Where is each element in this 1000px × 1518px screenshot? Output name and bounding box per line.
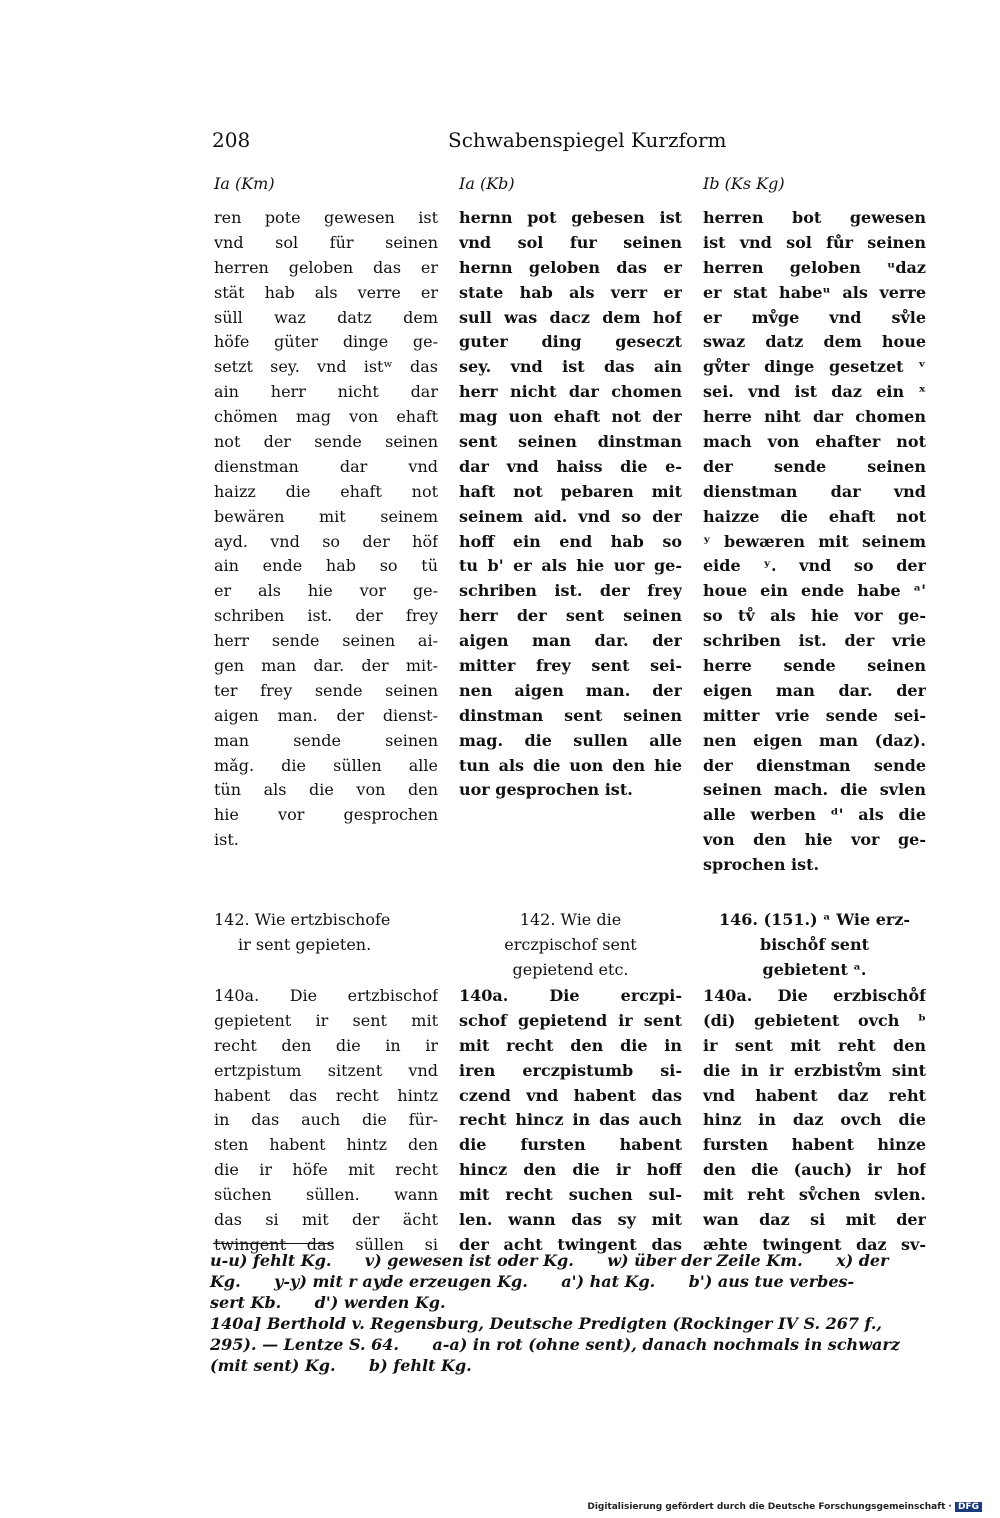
text-line: chömen mag von ehaft	[214, 407, 438, 427]
column-siglum: Ia (Km)	[214, 174, 275, 193]
text-line: schriben ist. der vrie	[703, 631, 926, 651]
text-line: herren geloben das er	[214, 257, 438, 277]
chapter-heading-line: ir sent gepieten.	[238, 934, 372, 954]
text-line: vnd sol fur seinen	[459, 232, 682, 252]
text-line: die ir höfe mit recht	[214, 1160, 438, 1180]
text-line: schriben ist. der frey	[214, 606, 438, 626]
text-line: hernn geloben das er	[459, 257, 682, 277]
running-head: Schwabenspiegel Kurzform	[448, 128, 727, 152]
text-line: mitter vrie sende sei-	[703, 705, 926, 725]
text-line: herre niht dar chomen	[703, 407, 926, 427]
text-line: er mv̊ge vnd sv̊le	[703, 307, 926, 327]
text-line: ʸ bewæren mit seinem	[703, 531, 926, 551]
text-line: uor gesprochen ist.	[459, 780, 633, 800]
text-line: dienstman dar vnd	[214, 456, 438, 476]
text-line: 140a. Die erzbischo̊f	[703, 986, 926, 1005]
text-line: nen aigen man. der	[459, 680, 682, 700]
text-line: ist.	[214, 830, 239, 850]
text-block-lower	[214, 984, 438, 1258]
text-line: mit reht sv̊chen svlen.	[703, 1185, 926, 1205]
chapter-heading-line: 146. (151.) ᵃ Wie erz-	[718, 910, 911, 929]
text-line: sprochen ist.	[703, 855, 820, 875]
text-line: man sende seinen	[214, 730, 438, 750]
text-line: houe ein ende habe ᵃ'	[703, 581, 926, 601]
text-line: ren pote gewesen ist	[214, 208, 438, 227]
text-line: mǎg. die süllen alle	[214, 755, 438, 775]
text-line: so tv̊ als hie vor ge-	[703, 606, 926, 626]
text-line: setzt sey. vnd istʷ das	[214, 357, 438, 377]
text-line: höfe güter dinge ge-	[214, 332, 438, 352]
chapter-heading	[214, 908, 438, 976]
text-line: not der sende seinen	[214, 432, 438, 452]
funding-credit	[587, 1502, 982, 1512]
chapter-heading-line: bischo̊f sent	[760, 934, 869, 954]
text-line: twingent das süllen si	[214, 1234, 438, 1254]
text-line: ertzpistum sitzent vnd	[214, 1060, 438, 1080]
page-number: 208	[212, 128, 251, 152]
text-line: seinem aid. vnd so der	[459, 506, 682, 526]
chapter-heading-line: gebietent ᵃ.	[762, 959, 867, 979]
footnote-line: 140a] Berthold v. Regensburg, Deutsche Predigten (Rockinger IV S. 267 f.,	[210, 1314, 882, 1333]
text-line: schriben ist. der frey	[459, 581, 682, 601]
text-line: tu b' er als hie uor ge-	[459, 556, 682, 576]
column-km	[214, 172, 438, 1258]
column-kb	[459, 172, 682, 1258]
text-line: aigen man. der dienst-	[214, 705, 438, 725]
text-block-upper	[214, 206, 438, 908]
text-line: hinz in daz ovch die	[703, 1110, 926, 1130]
chapter-heading-line: erczpischof sent	[504, 934, 637, 954]
text-line: mach von ehafter not	[703, 432, 926, 452]
text-line: dienstman dar vnd	[703, 481, 926, 501]
text-line: die fursten habent	[459, 1135, 682, 1155]
text-line: er als hie vor ge-	[214, 581, 438, 601]
text-line: schof gepietend ir sent	[459, 1010, 682, 1030]
text-line: sten habent hintz den	[214, 1135, 438, 1155]
text-line: hernn pot gebesen ist	[459, 208, 682, 227]
text-line: herr sende seinen ai-	[214, 631, 438, 651]
text-line: tün als die von den	[214, 780, 438, 800]
text-line: recht den die in ir	[214, 1035, 438, 1055]
text-line: ain ende hab so tü	[214, 556, 438, 576]
text-line: eigen man dar. der	[703, 680, 926, 700]
text-line: vnd habent daz reht	[703, 1085, 926, 1105]
text-line: mag uon ehaft not der	[459, 407, 682, 427]
text-line: habent das recht hintz	[214, 1085, 438, 1105]
text-line: guter ding geseczt	[459, 332, 682, 352]
text-line: mag. die sullen alle	[459, 730, 682, 750]
text-line: von den hie vor ge-	[703, 830, 926, 850]
text-line: wan daz si mit der	[703, 1210, 926, 1230]
text-line: aigen man dar. der	[459, 631, 682, 651]
column-ks-kg	[703, 172, 926, 1258]
text-line: mitter frey sent sei-	[459, 656, 682, 676]
text-line: süchen süllen. wann	[214, 1185, 438, 1205]
text-line: tun als die uon den hie	[459, 755, 682, 775]
text-line: die in ir erzbistv̊m sint	[703, 1060, 926, 1080]
text-block-upper	[459, 206, 682, 908]
text-line: sey. vnd ist das ain	[459, 357, 682, 377]
text-line: den die (auch) ir hof	[703, 1160, 926, 1180]
text-line: ter frey sende seinen	[214, 680, 438, 700]
chapter-heading-line: 142. Wie ertzbischofe	[214, 910, 391, 929]
text-line: czend vnd habent das	[459, 1085, 682, 1105]
text-line: herr der sent seinen	[459, 606, 682, 626]
text-line: das si mit der ächt	[214, 1210, 438, 1230]
text-line: hincz den die ir hoff	[459, 1160, 682, 1180]
text-line: der acht twingent das	[459, 1234, 682, 1254]
text-line: seinen mach. die svlen	[703, 780, 926, 800]
text-line: herren geloben ᵘdaz	[703, 257, 926, 277]
column-siglum: Ia (Kb)	[459, 174, 515, 193]
footnote-line: Kg. y-y) mit r ayde erzeugen Kg. a') hat Kg. b') aus tue verbes-	[210, 1272, 855, 1291]
text-line: alle werben ᵈ' als die	[703, 805, 926, 825]
text-line: herren bot gewesen	[703, 208, 926, 227]
text-line: mit recht den die in	[459, 1035, 682, 1055]
text-line: sull was dacz dem hof	[459, 307, 682, 327]
text-block-lower	[703, 984, 926, 1258]
text-line: der sende seinen	[703, 456, 926, 476]
text-line: bewären mit seinem	[214, 506, 438, 526]
text-line: (di) gebietent ovch ᵇ	[703, 1010, 926, 1030]
text-line: gv̊ter dinge gesetzet ᵛ	[703, 357, 926, 377]
footnote-line: 295). — Lentze S. 64. a-a) in rot (ohne sent), danach nochmals in schwarz	[210, 1335, 900, 1354]
chapter-heading	[459, 908, 682, 984]
footnote-line: sert Kb. d') werden Kg.	[210, 1293, 446, 1312]
chapter-heading	[703, 908, 926, 984]
text-line: eide ʸ. vnd so der	[703, 556, 926, 576]
text-line: ayd. vnd so der höf	[214, 531, 438, 551]
text-line: dar vnd haiss die e-	[459, 456, 682, 476]
text-line: haizz die ehaft not	[214, 481, 438, 501]
text-line: ist vnd sol fůr seinen	[703, 232, 926, 252]
text-line: recht hincz in das auch	[459, 1110, 682, 1130]
text-line: sent seinen dinstman	[459, 432, 682, 452]
text-line: 140a. Die erczpi-	[459, 986, 682, 1005]
text-line: ir sent mit reht den	[703, 1035, 926, 1055]
text-line: iren erczpistumb si-	[459, 1060, 682, 1080]
text-line: er stat habeᵘ als verre	[703, 282, 926, 302]
text-line: len. wann das sy mit	[459, 1210, 682, 1230]
footnote-line: u-u) fehlt Kg. v) gewesen ist oder Kg. w) über der Zeile Km. x) der	[210, 1251, 889, 1270]
text-line: hoff ein end hab so	[459, 531, 682, 551]
text-line: herr nicht dar chomen	[459, 382, 682, 402]
chapter-heading-line: gepietend etc.	[512, 959, 629, 979]
dfg-logo-icon: DFG	[955, 1502, 982, 1512]
credit-text: Digitalisierung gefördert durch die Deutsche Forschungsgemeinschaft ·	[587, 1502, 952, 1512]
text-line: 140a. Die ertzbischof	[214, 986, 438, 1005]
column-siglum: Ib (Ks Kg)	[703, 174, 785, 193]
footnote-line: (mit sent) Kg. b) fehlt Kg.	[210, 1356, 472, 1375]
text-line: fursten habent hinze	[703, 1135, 926, 1155]
text-block-lower	[459, 984, 682, 1258]
text-line: mit recht suchen sul-	[459, 1185, 682, 1205]
chapter-heading-line: 142. Wie die	[519, 910, 622, 929]
text-line: haft not pebaren mit	[459, 481, 682, 501]
text-line: vnd sol für seinen	[214, 232, 438, 252]
footnote-rule	[213, 1243, 333, 1244]
text-line: gen man dar. der mit-	[214, 656, 438, 676]
text-line: ain herr nicht dar	[214, 382, 438, 402]
text-line: haizze die ehaft not	[703, 506, 926, 526]
text-line: der dienstman sende	[703, 755, 926, 775]
text-line: in das auch die für-	[214, 1110, 438, 1130]
text-line: swaz datz dem houe	[703, 332, 926, 352]
text-line: æhte twingent daz sv-	[703, 1234, 926, 1254]
text-block-upper	[703, 206, 926, 908]
text-line: dinstman sent seinen	[459, 705, 682, 725]
footnotes	[210, 1250, 926, 1376]
text-line: gepietent ir sent mit	[214, 1010, 438, 1030]
text-line: state hab als verr er	[459, 282, 682, 302]
text-line: süll waz datz dem	[214, 307, 438, 327]
text-line: stät hab als verre er	[214, 282, 438, 302]
text-line: sei. vnd ist daz ein ˣ	[703, 382, 926, 402]
text-line: herre sende seinen	[703, 656, 926, 676]
text-line: hie vor gesprochen	[214, 805, 438, 825]
text-line: nen eigen man (daz).	[703, 730, 926, 750]
